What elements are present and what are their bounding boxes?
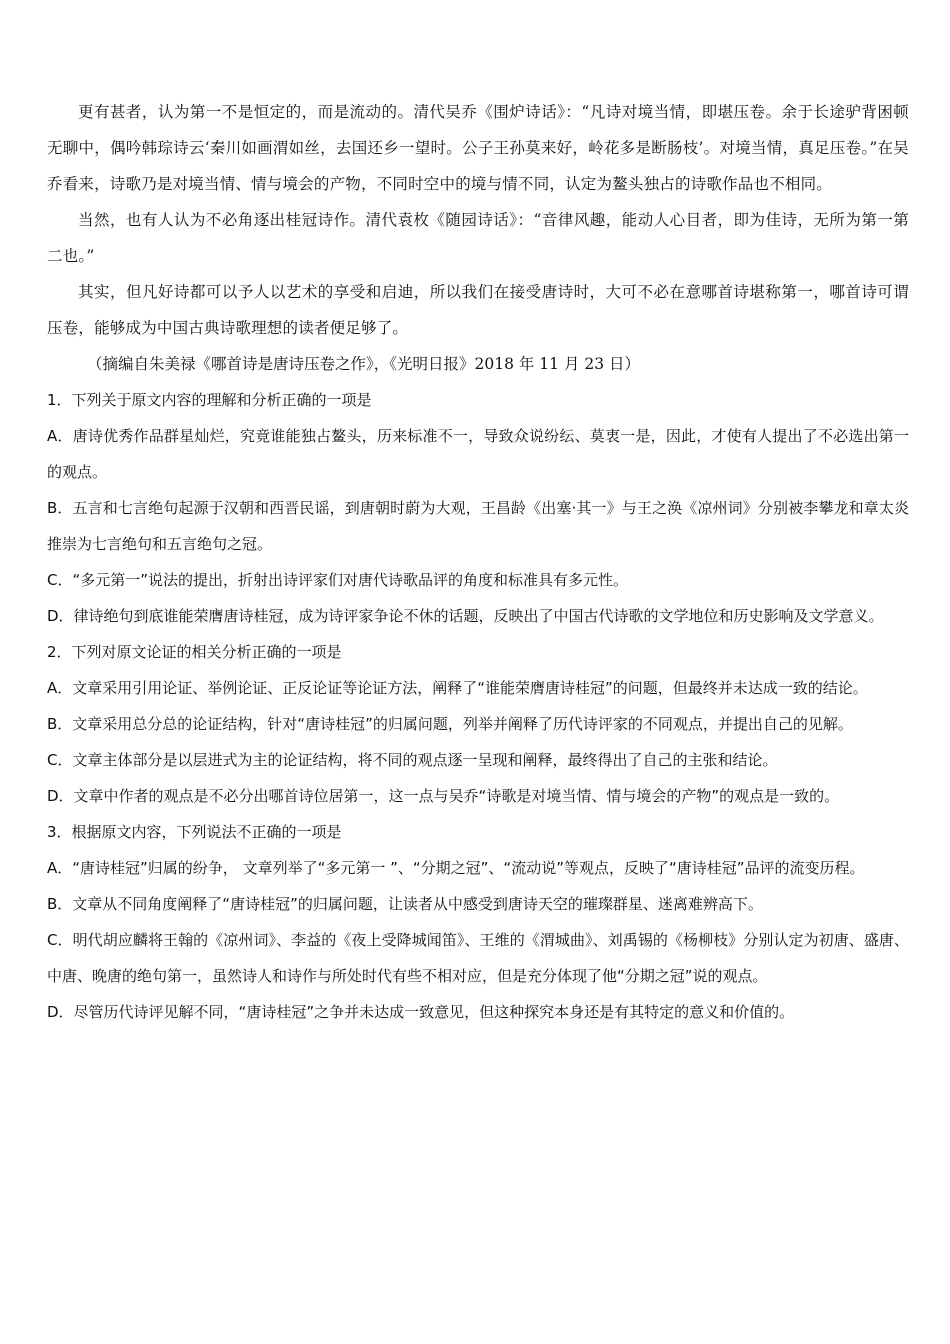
document-page [47,94,909,1030]
passage-paragraph-3: 其实，但凡好诗都可以予人以艺术的享受和启迪，所以我们在接受唐诗时，大可不必在意哪首诗堪称第一，哪首诗可谓压卷，能够成为中国古典诗歌理想的读者便足够了。 [47,283,909,337]
passage-paragraph-1: 更有甚者，认为第一不是恒定的，而是流动的。清代吴乔《围炉诗话》：“凡诗对境当情，即堪压卷。余于长途驴背困顿无聊中，偶吟韩琮诗云‘秦川如画渭如丝，去国还乡一望时。公子王孙莫来好，岭花多是断肠枝’。对境当情，真足压卷。”在吴乔看来，诗歌乃是对境当情、情与境会的产物，不同时空中的境与情不同，认定为鳌头独占的诗歌作品也不相同。 [47,103,909,193]
option-d: D．律诗绝句到底谁能荣膺唐诗桂冠，成为诗评家争论不休的话题，反映出了中国古代诗歌的文学地位和历史影响及文学意义。 [47,607,884,625]
question-stem: 1．下列关于原文内容的理解和分析正确的一项是 [47,391,372,409]
option-c: C．文章主体部分是以层进式为主的论证结构，将不同的观点逐一呈现和阐释，最终得出了自己的主张和结论。 [47,751,778,769]
source-citation: （摘编自朱美禄《哪首诗是唐诗压卷之作》，《光明日报》2018 年 11 月 23 日） [87,355,641,373]
option-a: A．唐诗优秀作品群星灿烂，究竟谁能独占鳌头，历来标准不一，导致众说纷纭、莫衷一是，因此，才使有人提出了不必选出第一的观点。 [47,427,909,481]
question-stem: 3．根据原文内容，下列说法不正确的一项是 [47,823,342,841]
passage-paragraph-2: 当然，也有人认为不必角逐出桂冠诗作。清代袁枚《随园诗话》：“音律风趣，能动人心目者，即为佳诗，无所为第一第二也。” [47,211,909,265]
option-b: B．文章从不同角度阐释了“唐诗桂冠”的归属问题，让读者从中感受到唐诗天空的璀璨群星、迷离难辨高下。 [47,895,763,913]
option-a: A．文章采用引用论证、举例论证、正反论证等论证方法，阐释了“谁能荣膺唐诗桂冠”的问题，但最终并未达成一致的结论。 [47,679,868,697]
option-c: C．“多元第一”说法的提出，折射出诗评家们对唐代诗歌品评的角度和标准具有多元性。 [47,571,629,589]
question-2 [47,634,909,814]
option-d: D．尽管历代诗评见解不同，“唐诗桂冠”之争并未达成一致意见，但这种探究本身还是有其特定的意义和价值的。 [47,1003,795,1021]
option-c: C．明代胡应麟将王翰的《凉州词》、李益的《夜上受降城闻笛》、王维的《渭城曲》、刘禹锡的《杨柳枝》分别认定为初唐、盛唐、中唐、晚唐的绝句第一，虽然诗人和诗作与所处时代有些不相对应，但是充分体现了他“分期之冠”说的观点。 [47,931,909,985]
question-3 [47,814,909,1030]
option-a: A．“唐诗桂冠”归属的纷争， 文章列举了“多元第一 ”、“分期之冠”、“流动说”等观点，反映了“唐诗桂冠”品评的流变历程。 [47,859,865,877]
question-1 [47,382,909,634]
option-b: B．五言和七言绝句起源于汉朝和西晋民谣，到唐朝时蔚为大观，王昌龄《出塞·其一》与王之涣《凉州词》分别被李攀龙和章太炎推崇为七言绝句和五言绝句之冠。 [47,499,909,553]
option-d: D．文章中作者的观点是不必分出哪首诗位居第一，这一点与吴乔“诗歌是对境当情、情与境会的产物”的观点是一致的。 [47,787,840,805]
option-b: B．文章采用总分总的论证结构，针对“唐诗桂冠”的归属问题，列举并阐释了历代诗评家的不同观点，并提出自己的见解。 [47,715,853,733]
question-stem: 2．下列对原文论证的相关分析正确的一项是 [47,643,342,661]
